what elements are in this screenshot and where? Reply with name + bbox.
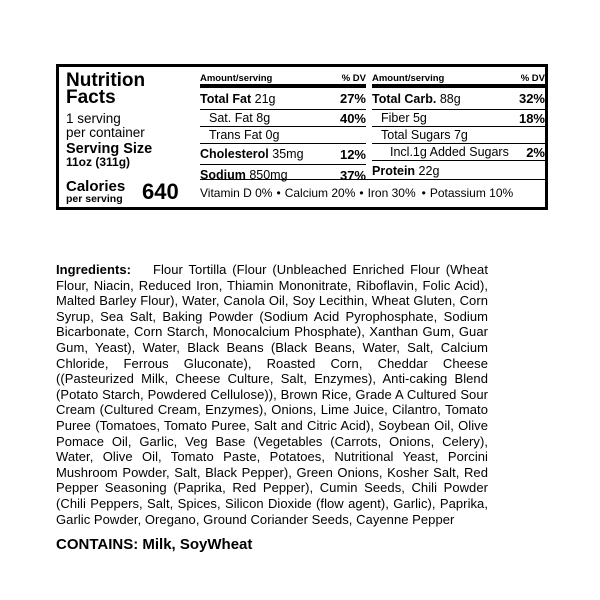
nutrient-row-added-sugars [372,143,545,160]
nutrient-dv: 40% [339,110,366,126]
nutrient-row-cholesterol [200,143,366,164]
nutrition-left-column [66,72,196,169]
calories-value: 640 [142,179,179,204]
ingredients-label: Ingredients: [56,262,131,277]
nutrient-amount: 21g [254,91,276,106]
nutrient-dv: 12% [339,146,366,162]
nutrient-label: Fiber [381,111,410,125]
amount-header: Amount/serving [372,72,445,84]
nutrient-label: Trans Fat [209,128,263,142]
nutrient-row-trans-fat [200,126,366,143]
calcium-value: Calcium 20% [284,185,356,200]
nutrient-label: Incl.1g Added Sugars [390,145,509,159]
nutrient-amount: 8g [256,111,271,125]
nutrient-row-fiber [372,109,545,126]
nutrient-label: Sodium [200,168,246,182]
nutrient-label: Cholesterol [200,147,269,161]
nutrient-dv: 37% [339,167,366,183]
ingredients-paragraph [56,262,488,527]
table-header [200,72,366,88]
nutrient-amount: 22g [418,164,440,178]
potassium-value: Potassium 10% [429,185,514,200]
iron-value: Iron 30% [367,185,416,200]
amount-header: Amount/serving [200,72,273,84]
nutrient-row-protein [372,160,545,181]
nutrient-amount: 88g [439,91,461,106]
nutrient-label: Sat. Fat [209,111,253,125]
nutrient-dv: 2% [526,144,545,160]
nutrient-dv: 27% [339,91,366,106]
ingredients-text: Flour Tortilla (Flour (Unbleached Enriched Flour (Wheat Flour, Niacin, Reduced Iron, Thiamin Mononitrate, Riboflavin, Folic Acid), Malted Barley Flour), Water, Canola Oil, Soy Lecithin, Wheat Gluten, Corn Syrup, Sea Salt, Baking Powder (Sodium Acid Pyrophosphate, Sodium Bicarbonate, Corn Starch, Monocalcium Phosphate), Xanthan Gum, Guar Gum, Yeast), Water, Black Beans (Black Beans, Water, Salt, Calcium Chloride, Ferrous Gluconate), Roasted Corn, Cheddar Cheese ((Pasteurized Milk, Cheese Culture, Salt, Enzymes), Anti-caking Blend (Potato Starch, Powdered Cellulose)), Brown Rice, Grade A Cultured Sour Cream (Cultured Cream, Enzymes), Onions, Lime Juice, Cilantro, Tomato Puree (Tomatoes, Tomato Puree, Salt and Citric Acid), Soybean Oil, Olive Pomace Oil, Garlic, Veg Base (Vegetables (Carrots, Onions, Celery), Water, Olive Oil, Tomato Paste, Potatoes, Nutritional Yeast, Porcini Mushroom Powder, Salt, Black Pepper), Green Onions, Kosher Salt, Red Pepper Seasoning (Paprika, Red Pepper), Cumin Seeds, Chili Powder (Chili Peppers, Salt, Spices, Silicon Dioxide (flow agent), Garlic), Paprika, Garlic Powder, Oregano, Ground Coriander Seeds, Cayenne Pepper [56,262,488,527]
nutrient-table-right [372,72,545,181]
dv-header: % DV [341,72,366,84]
nutrition-title-line1: Nutrition [66,70,146,91]
separator-dot: • [421,185,426,200]
serving-size-value: 11oz (311g) [66,155,131,169]
separator-dot: • [359,185,364,200]
table-header [372,72,545,88]
nutrient-dv: 32% [518,91,545,106]
nutrient-amount: 35mg [272,147,304,161]
nutrient-row-total-fat [200,88,366,109]
calories-sub-label: per serving [66,193,123,205]
nutrient-amount: 7g [453,128,468,142]
separator-dot: • [276,185,281,200]
allergen-statement: CONTAINS: Milk, SoyWheat [56,536,253,553]
nutrient-label: Total Fat [200,91,252,106]
dv-header: % DV [520,72,545,84]
nutrient-label: Total Carb. [372,91,437,106]
nutrient-table-left [200,72,366,185]
vitamin-d-value: Vitamin D 0% [200,185,273,200]
nutrient-amount: 850mg [249,168,288,182]
nutrient-label: Total Sugars [381,128,451,142]
servings-line2: per container [66,125,145,140]
vitamins-minerals-row [200,179,545,205]
nutrient-row-total-carb [372,88,545,109]
servings-line1: 1 serving [66,111,121,126]
calories-label: Calories [66,178,126,195]
nutrition-title-line2: Facts [66,87,116,108]
nutrient-label: Protein [372,164,416,178]
serving-size-label: Serving Size [66,141,153,157]
nutrient-dv: 18% [518,110,545,126]
nutrient-amount: 0g [265,128,280,142]
nutrient-row-total-sugars [372,126,545,143]
nutrient-amount: 5g [412,111,427,125]
nutrient-row-sat-fat [200,109,366,126]
nutrition-facts-panel [56,64,548,210]
